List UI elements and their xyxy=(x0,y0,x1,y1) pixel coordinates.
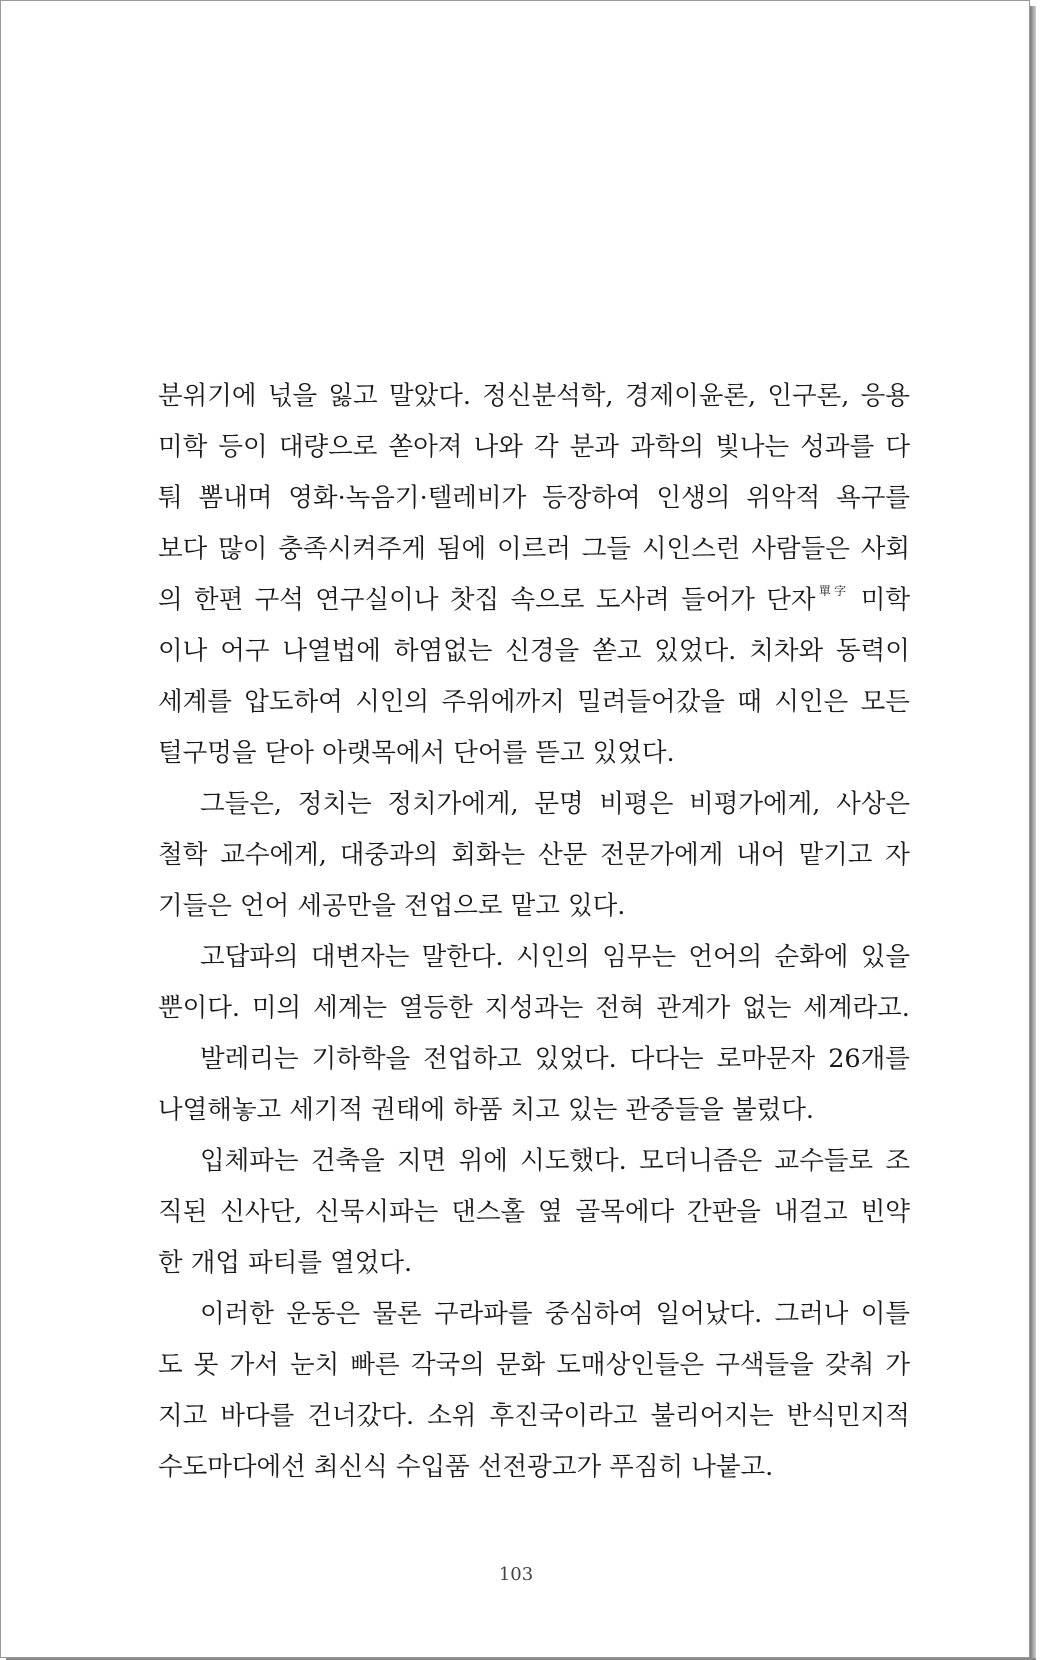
text-segment: 의 한편 구석 연구실이나 찻집 속으로 도사려 들어가 단자 xyxy=(158,585,816,615)
text-line: 고답파의 대변자는 말한다. 시인의 임무는 언어의 순화에 있을 xyxy=(200,942,910,972)
text-line: 그들은, 정치는 정치가에게, 문명 비평은 비평가에게, 사상은 xyxy=(200,789,910,819)
paragraph xyxy=(158,371,910,779)
text-line: 수도마다에선 최신식 수입품 선전광고가 푸짐히 나붙고. xyxy=(158,1452,774,1482)
text-line: 퉈 뽐내며 영화·녹음기·텔레비가 등장하여 인생의 위악적 욕구를 xyxy=(158,483,910,513)
paragraph xyxy=(158,1034,910,1136)
text-line: 지고 바다를 건너갔다. 소위 후진국이라고 불리어지는 반식민지적 xyxy=(158,1401,910,1431)
body-text xyxy=(158,371,910,1493)
text-line: 털구멍을 닫아 아랫목에서 단어를 뜯고 있었다. xyxy=(158,738,675,768)
text-line: 철학 교수에게, 대중과의 회화는 산문 전문가에게 내어 맡기고 자 xyxy=(158,840,910,870)
paragraph xyxy=(158,779,910,932)
text-line: 세계를 압도하여 시인의 주위에까지 밀려들어갔을 때 시인은 모든 xyxy=(158,687,910,717)
text-line: 입체파는 건축을 지면 위에 시도했다. 모더니즘은 교수들로 조 xyxy=(200,1146,910,1176)
paragraph xyxy=(158,1136,910,1289)
text-line: 분위기에 넋을 잃고 말았다. 정신분석학, 경제이윤론, 인구론, 응용 xyxy=(158,381,910,411)
text-line: 미학 등이 대량으로 쏟아져 나와 각 분과 과학의 빛나는 성과를 다 xyxy=(158,432,910,462)
text-line: 이러한 운동은 물론 구라파를 중심하여 일어났다. 그러나 이틀 xyxy=(200,1299,910,1329)
text-segment: 미학 xyxy=(849,585,910,615)
text-line: 직된 신사단, 신묵시파는 댄스홀 옆 골목에다 간판을 내걸고 빈약 xyxy=(158,1197,910,1227)
text-line: 보다 많이 충족시켜주게 됨에 이르러 그들 시인스런 사람들은 사회 xyxy=(158,534,910,564)
page-number: 103 xyxy=(498,1564,534,1585)
text-line: 이나 어구 나열법에 하염없는 신경을 쏟고 있었다. 치차와 동력이 xyxy=(158,636,910,666)
paragraph xyxy=(158,932,910,1034)
text-line: 나열해놓고 세기적 권태에 하품 치고 있는 관중들을 불렀다. xyxy=(158,1095,815,1125)
text-line-with-ruby xyxy=(158,575,910,626)
page-edge-shadow xyxy=(1030,6,1036,1660)
text-line: 발레리는 기하학을 전업하고 있었다. 다다는 로마문자 26개를 xyxy=(200,1044,910,1074)
text-line: 뿐이다. 미의 세계는 열등한 지성과는 전혀 관계가 없는 세계라고. xyxy=(158,993,910,1023)
hanja-annotation: 單字 xyxy=(815,584,850,598)
text-line: 한 개업 파티를 열었다. xyxy=(158,1248,413,1278)
text-line: 기들은 언어 세공만을 전업으로 맡고 있다. xyxy=(158,891,626,921)
text-line: 도 못 가서 눈치 빠른 각국의 문화 도매상인들은 구색들을 갖춰 가 xyxy=(158,1350,910,1380)
paragraph xyxy=(158,1289,910,1493)
